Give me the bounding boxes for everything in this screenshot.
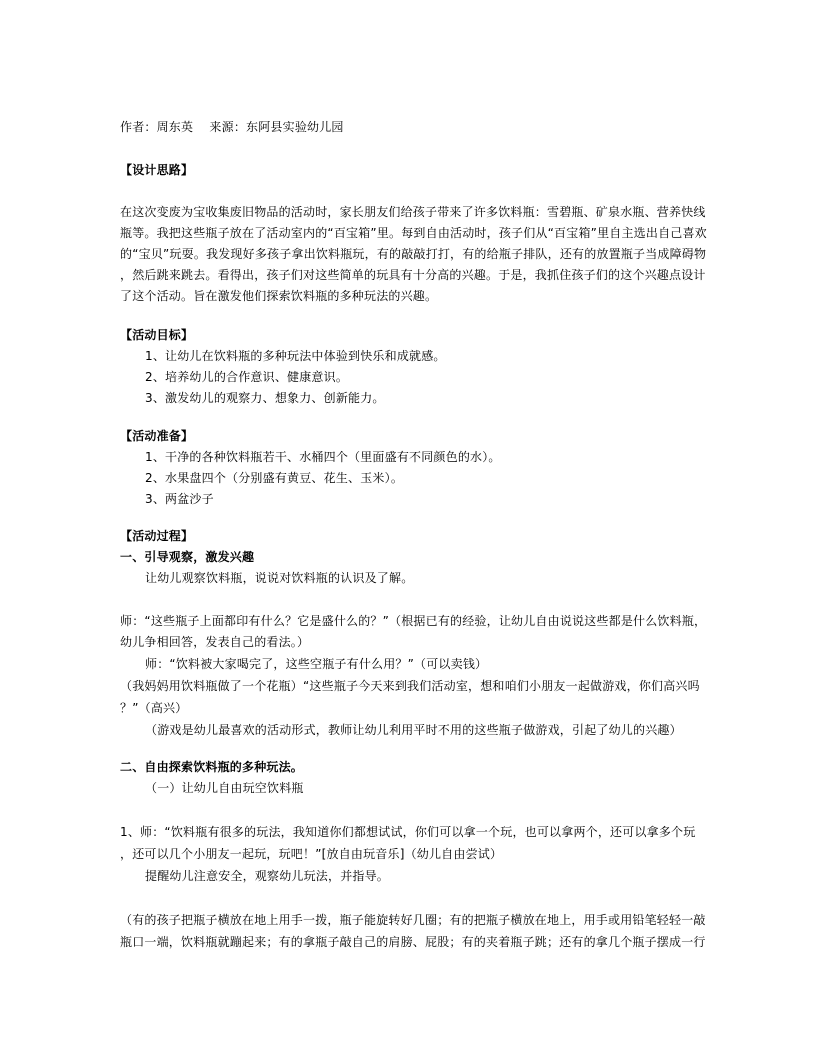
paragraph-line: ，还可以几个小朋友一起玩，玩吧！”[放自由玩音乐]（幼儿自由尝试） xyxy=(120,847,503,861)
paragraph-line: 幼儿争相回答，发表自己的看法。） xyxy=(120,635,310,649)
paragraph-line: 瓶等。我把这些瓶子放在了活动室内的“百宝箱”里。每到自由活动时，孩子们从“百宝箱”里自主选出自己喜欢 xyxy=(120,226,707,240)
paragraph-line: 1、师：“饮料瓶有很多的玩法，我知道你们都想试试，你们可以拿一个玩，也可以拿两个，还可以拿多个玩 xyxy=(120,825,696,839)
goals-heading: 【活动目标】 xyxy=(120,328,194,342)
paragraph-line: 在这次变废为宝收集废旧物品的活动时，家长朋友们给孩子带来了许多饮料瓶：雪碧瓶、矿泉水瓶、营养快线 xyxy=(120,205,706,219)
goal-item: 3、激发幼儿的观察力、想象力、创新能力。 xyxy=(145,391,385,405)
paragraph-line: （游戏是幼儿最喜欢的活动形式，教师让幼儿利用平时不用的这些瓶子做游戏，引起了幼儿的兴趣） xyxy=(145,723,682,737)
prep-item: 2、水果盘四个（分别盛有黄豆、花生、玉米）。 xyxy=(145,471,404,485)
paragraph-line: ，然后跳来跳去。看得出，孩子们对这些简单的玩具有十分高的兴趣。于是，我抓住孩子们的这个兴趣点设计 xyxy=(120,268,706,282)
step1-intro: 让幼儿观察饮料瓶，说说对饮料瓶的认识及了解。 xyxy=(145,571,414,585)
paragraph-line: 师：“这些瓶子上面都印有什么？它是盛什么的？”（根据已有的经验，让幼儿自由说说这些都是什么饮料瓶， xyxy=(120,614,707,628)
byline: 作者：周东英 来源：东阿县实验幼儿园 xyxy=(120,120,344,134)
paragraph-line: 提醒幼儿注意安全，观察幼儿玩法，并指导。 xyxy=(145,869,390,883)
prep-item: 1、干净的各种饮料瓶若干、水桶四个（里面盛有不同颜色的水）。 xyxy=(145,450,501,464)
paragraph-line: 了这个活动。旨在激发他们探索饮料瓶的多种玩法的兴趣。 xyxy=(120,289,438,303)
process-heading: 【活动过程】 xyxy=(120,529,194,543)
paragraph-line: ？”（高兴） xyxy=(120,701,188,715)
paragraph-line: 师：“饮料被大家喝完了，这些空瓶子有什么用？”（可以卖钱） xyxy=(145,657,488,671)
step2-heading: 二、自由探索饮料瓶的多种玩法。 xyxy=(120,760,304,774)
step1-heading: 一、引导观察，激发兴趣 xyxy=(120,550,255,564)
step2-subheading: （一）让幼儿自由玩空饮料瓶 xyxy=(145,781,304,795)
goal-item: 2、培养幼儿的合作意识、健康意识。 xyxy=(145,370,349,384)
paragraph-line: （有的孩子把瓶子横放在地上用手一拨，瓶子能旋转好几圈；有的把瓶子横放在地上，用手或用铅笔轻轻一敲 xyxy=(120,913,706,927)
paragraph-line: （我妈妈用饮料瓶做了一个花瓶）“这些瓶子今天来到我们活动室，想和咱们小朋友一起做游戏，你们高兴吗 xyxy=(120,679,700,693)
paragraph-line: 瓶口一端，饮料瓶就蹦起来；有的拿瓶子敲自己的肩膀、屁股；有的夹着瓶子跳；还有的拿几个瓶子摆成一行 xyxy=(120,935,706,949)
prep-item: 3、两盆沙子 xyxy=(145,492,214,506)
paragraph-line: 的“宝贝”玩耍。我发现好多孩子拿出饮料瓶玩，有的敲敲打打，有的给瓶子排队，还有的放置瓶子当成障碍物 xyxy=(120,247,707,261)
prep-heading: 【活动准备】 xyxy=(120,429,194,443)
goal-item: 1、让幼儿在饮料瓶的多种玩法中体验到快乐和成就感。 xyxy=(145,349,446,363)
design-heading: 【设计思路】 xyxy=(120,163,194,177)
